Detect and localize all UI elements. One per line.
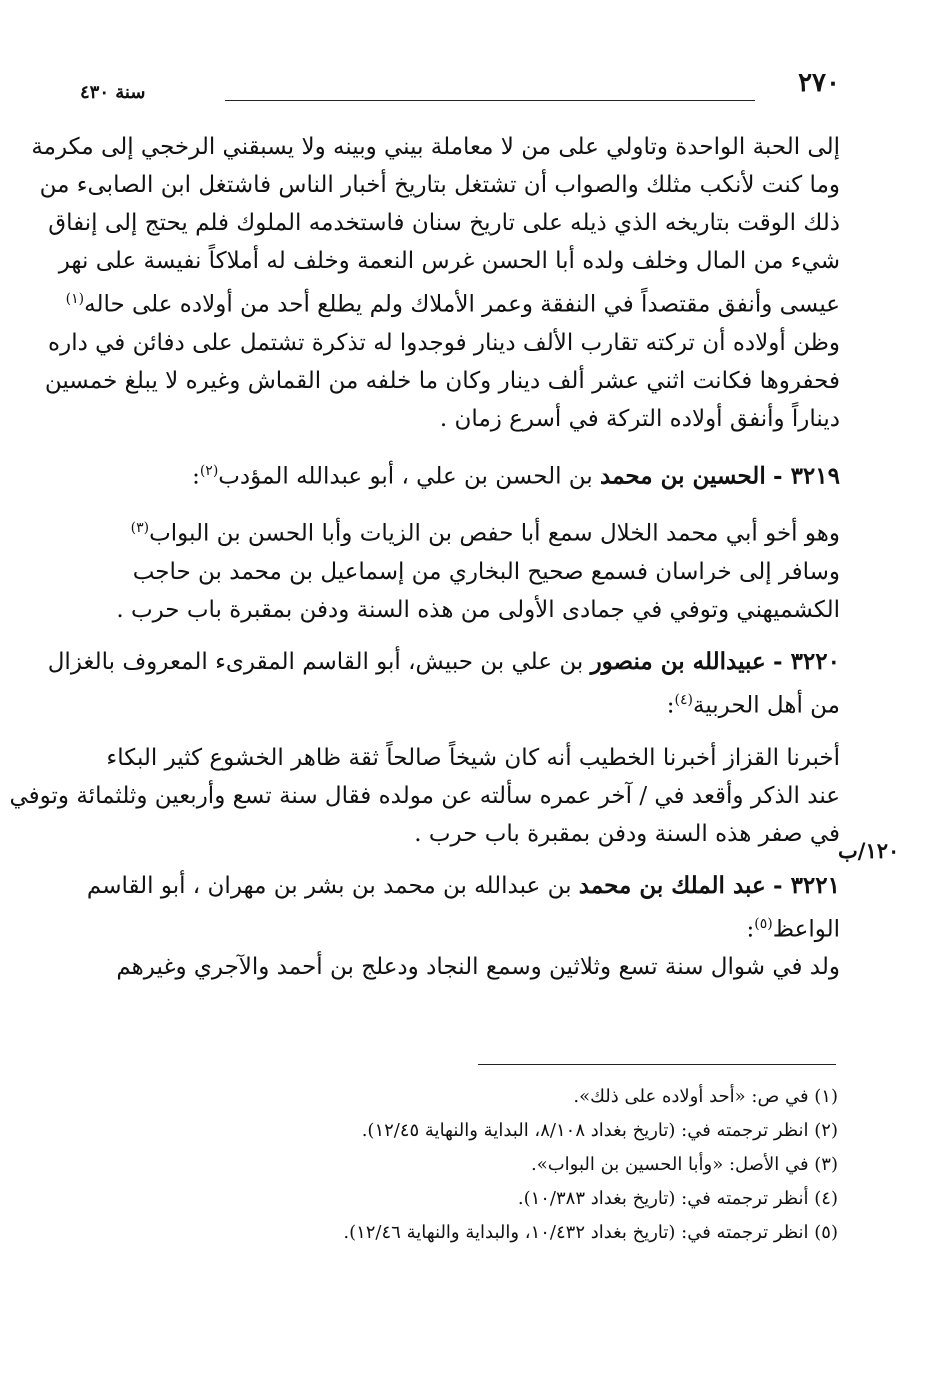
footnote-ref: (٤) xyxy=(674,691,693,708)
margin-folio-note: ١٢٠/ب xyxy=(838,838,900,863)
text-line: الكشميهني وتوفي في جمادى الأولى من هذه السنة ودفن بمقبرة باب حرب . xyxy=(116,596,840,623)
entry-heading-cont xyxy=(78,905,840,949)
footnote: (٤) أنظر ترجمته في: (تاريخ بغداد ١٠/٣٨٣). xyxy=(517,1188,838,1209)
text-line: وسافر إلى خراسان فسمع صحيح البخاري من إسماعيل بن محمد بن حاجب xyxy=(132,558,840,585)
entry-lineage: بن الحسن بن علي ، أبو عبدالله المؤدب xyxy=(218,463,593,490)
footnotes xyxy=(78,1080,838,1250)
entry-heading-cont xyxy=(78,681,840,725)
text-line: ولد في شوال سنة تسع وثلاثين وسمع النجاد ودعلج بن أحمد والآجري وغيرهم xyxy=(116,954,840,981)
text-span: الواعظ xyxy=(772,916,840,943)
entry-colon: : xyxy=(192,463,200,490)
text-line xyxy=(65,280,840,324)
footnote: (٣) في الأصل: «وأبا الحسين بن البواب». xyxy=(530,1154,838,1175)
entry-lineage: بن عبدالله بن محمد بن بشر بن مهران ، أبو القاسم xyxy=(86,872,572,899)
text-line: وما كنت لأنكب مثلك والصواب أن تشتغل بتاريخ أخبار الناس فاشتغل ابن الصابىء من xyxy=(39,172,840,198)
text-span: وهو أخو أبي محمد الخلال سمع أبا حفص بن الزيات وأبا الحسن بن البواب xyxy=(149,520,840,547)
page-number: ٢٧٠ xyxy=(798,68,840,98)
header-rule xyxy=(225,100,755,101)
text-span: من أهل الحربية xyxy=(693,692,840,719)
footnote-ref: (٢) xyxy=(199,462,219,479)
text-line xyxy=(78,509,840,553)
entry-colon: : xyxy=(666,692,675,719)
footnote: (٢) انظر ترجمته في: (تاريخ بغداد ٨/١٠٨، البداية والنهاية ١٢/٤٥). xyxy=(361,1120,838,1141)
entry-colon: : xyxy=(746,916,755,943)
text-line: وظن أولاده أن تركته تقارب الألف دينار فوجدوا له تذكرة تشتمل على دفائن في داره xyxy=(48,329,840,356)
entry-heading xyxy=(78,867,840,905)
entry-heading xyxy=(47,643,840,681)
text-line: في صفر هذه السنة ودفن بمقبرة باب حرب . xyxy=(414,820,840,847)
text-line: فحفروها فكانت اثني عشر ألف دينار وكان ما خلفه من القماش وغيره لا يبلغ خمسين xyxy=(44,367,840,394)
text-span: عيسى وأنفق مقتصداً في النفقة وعمر الأملاك ولم يطلع أحد من أولاده على حاله xyxy=(84,291,840,318)
entry-name: عبيدالله بن منصور xyxy=(590,647,766,675)
text-line: شيء من المال وخلف ولده أبا الحسن غرس النعمة وخلف له أملاكاً نفيسة على نهر xyxy=(58,248,840,274)
page-header xyxy=(80,68,840,108)
footnote: (١) في ص: «أحد أولاده على ذلك». xyxy=(573,1086,838,1107)
entry-lineage: بن علي بن حبيش، أبو القاسم المقرىء المعروف بالغزال xyxy=(47,648,584,675)
text-line: ذلك الوقت بتاريخه الذي ذيله على تاريخ سنان فاستخدمه الملوك فلم يحتج إلى إنفاق xyxy=(48,210,840,236)
entry-heading xyxy=(78,452,840,496)
text-line: إلى الحبة الواحدة وتاولي على من لا معاملة بيني وبينه ولا يسبقني الرخجي إلى مكرمة xyxy=(31,134,840,160)
footnote-ref: (٥) xyxy=(754,915,773,932)
main-text xyxy=(9,128,840,986)
entry-name: عبد الملك بن محمد xyxy=(578,871,766,899)
text-line: أخبرنا القزاز أخبرنا الخطيب أنه كان شيخاً صالحاً ثقة ظاهر الخشوع كثير البكاء xyxy=(106,744,840,771)
entry-number: ٣٢٢٠ - xyxy=(773,647,840,675)
running-title: سنة ٤٣٠ xyxy=(80,82,146,103)
footnote-ref: (٣) xyxy=(130,520,150,537)
footnote-ref: (١) xyxy=(65,291,85,307)
text-line: ديناراً وأنفق أولاده التركة في أسرع زمان . xyxy=(439,405,840,432)
entry-number: ٣٢٢١ - xyxy=(773,871,840,899)
entry-number: ٣٢١٩ - xyxy=(773,462,840,490)
footnote: (٥) انظر ترجمته في: (تاريخ بغداد ١٠/٤٣٢، والبداية والنهاية ١٢/٤٦). xyxy=(343,1222,838,1243)
text-line: عند الذكر وأقعد في / آخر عمره سألته عن مولده فقال سنة تسع وأربعين وثلثمائة وتوفي xyxy=(9,782,840,809)
footnote-rule xyxy=(478,1064,836,1065)
entry-name: الحسين بن محمد xyxy=(600,462,766,490)
